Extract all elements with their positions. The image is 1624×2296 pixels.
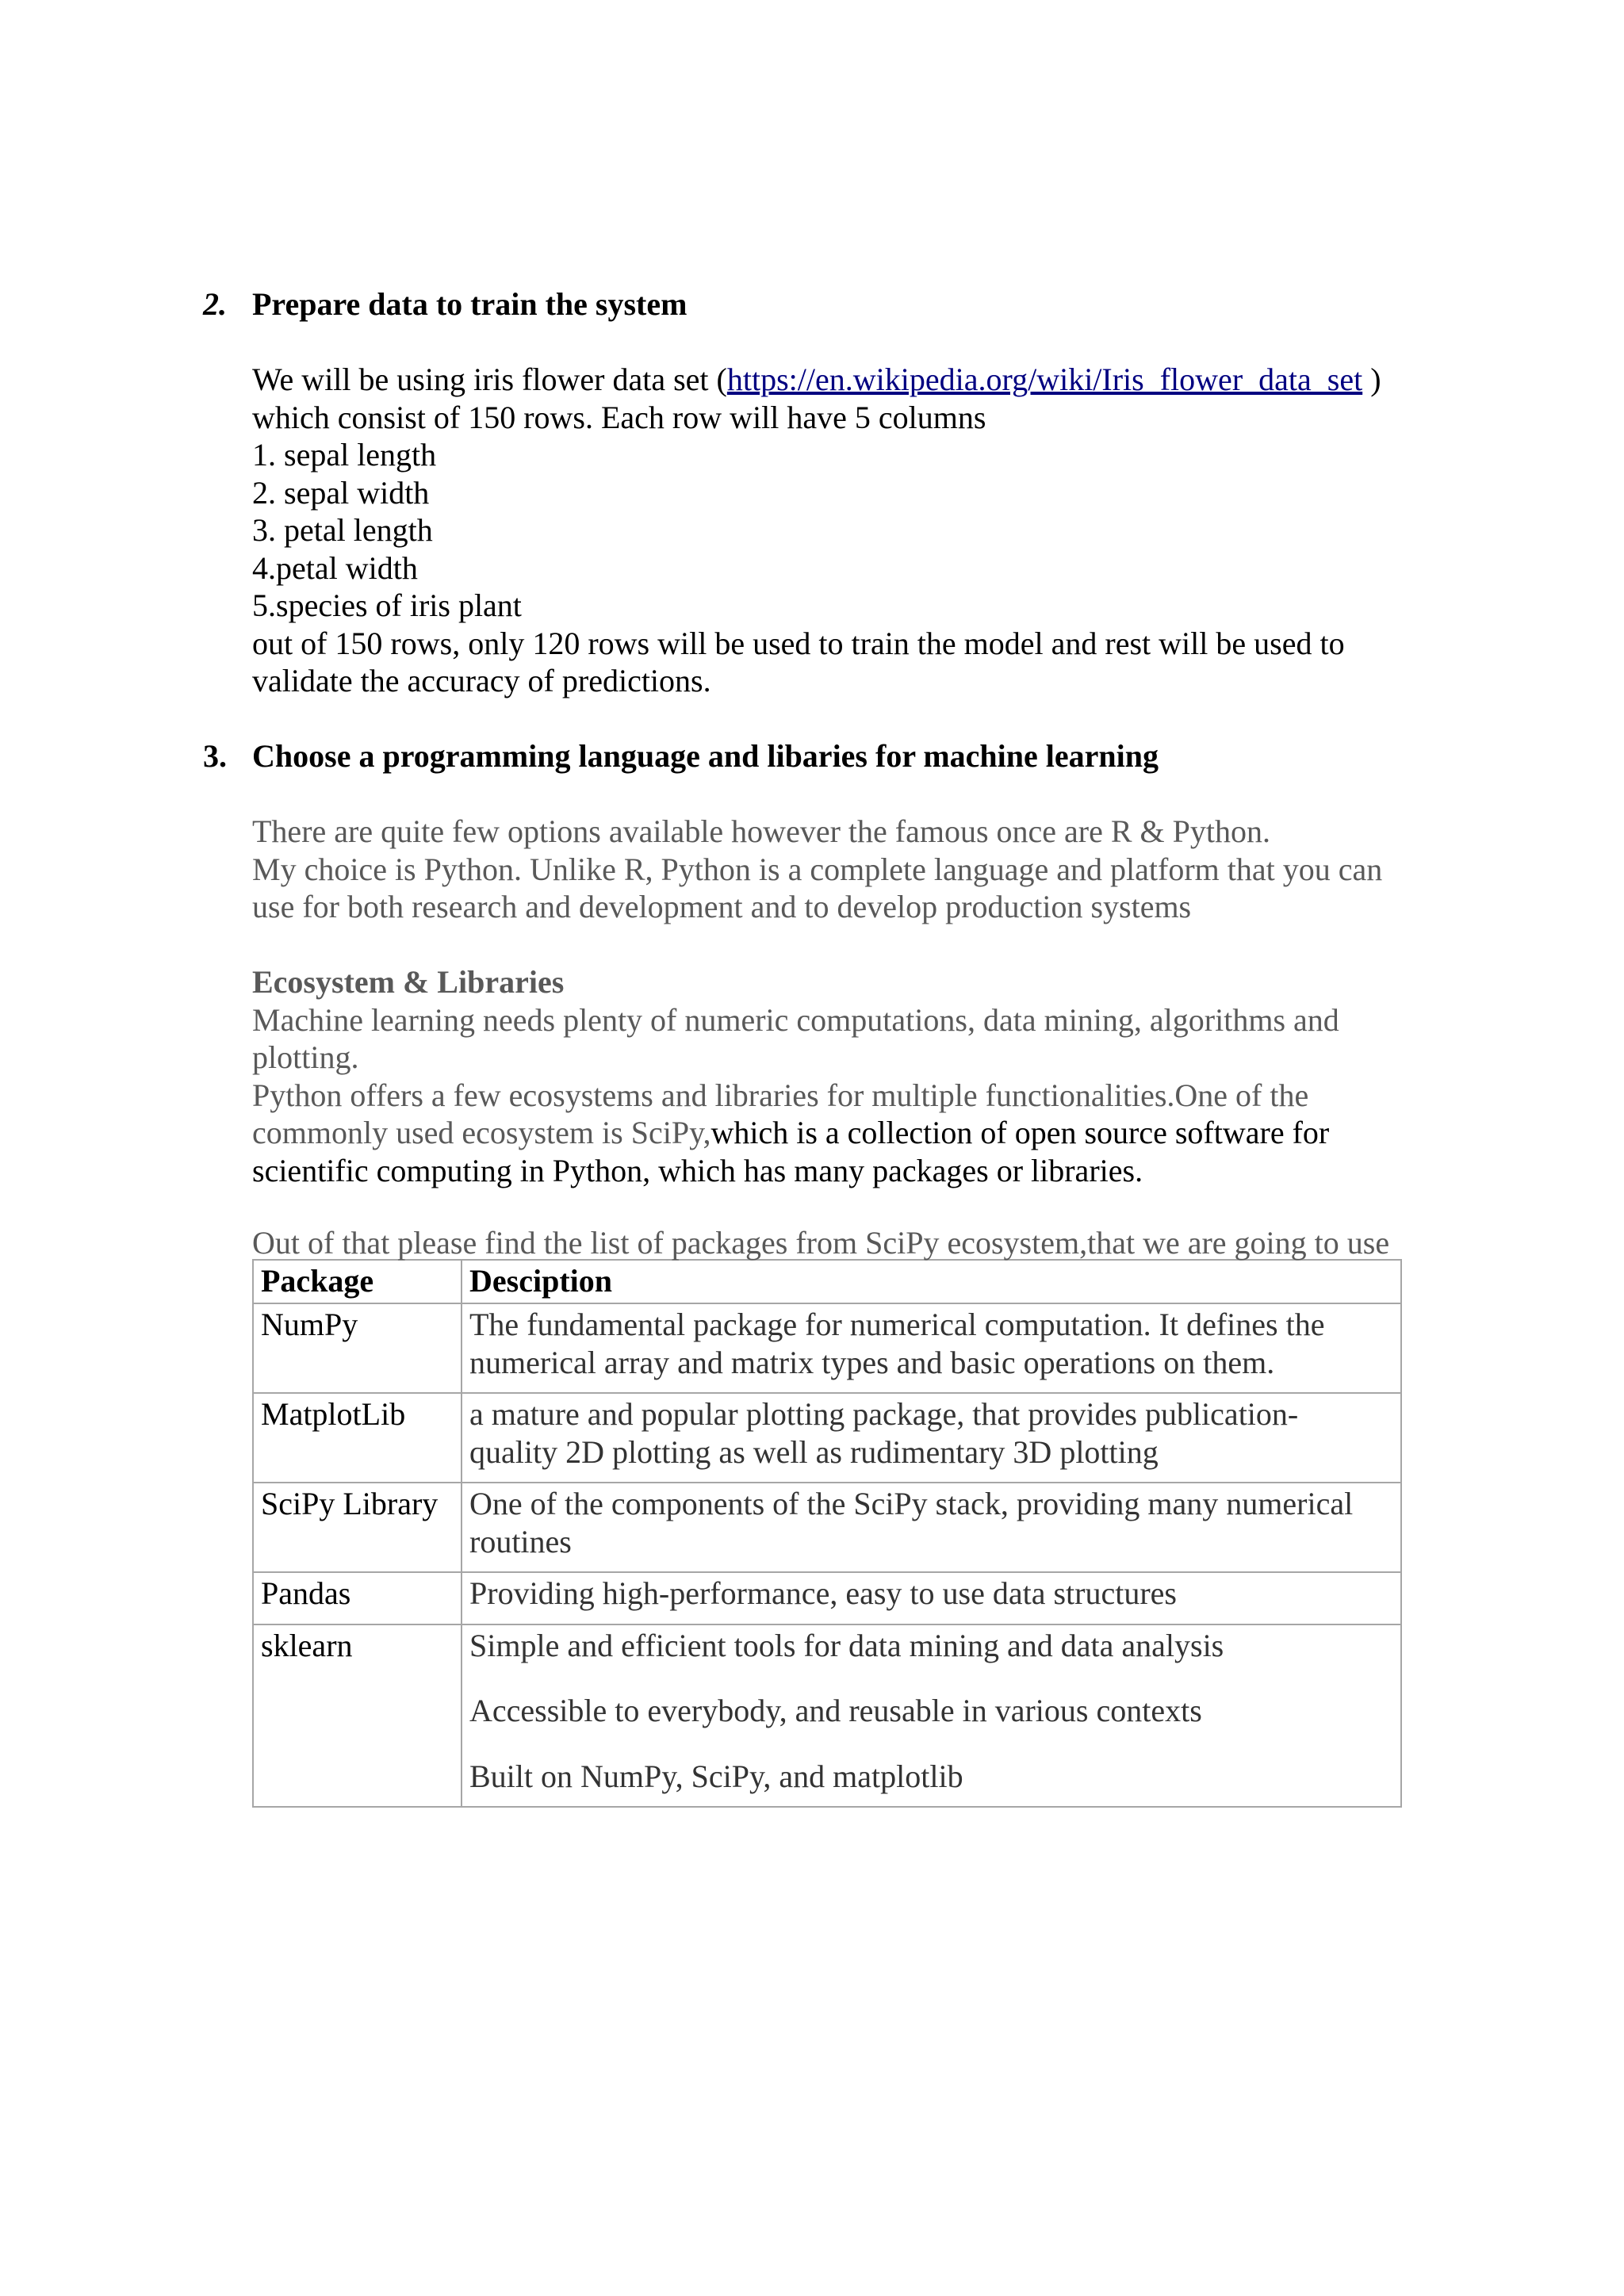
ecosystem-section [252, 963, 1426, 1189]
package-name: sklearn [253, 1624, 462, 1808]
rows-description: which consist of 150 rows. Each row will have 5 columns [252, 399, 986, 435]
description-line: a mature and popular plotting package, that provides publication- [469, 1396, 1299, 1432]
language-choice-paragraph [252, 813, 1426, 926]
package-name: NumPy [253, 1303, 462, 1393]
split-description-2: validate the accuracy of predictions. [252, 663, 711, 698]
column-item-1: 1. sepal length [252, 437, 437, 473]
table-header-row [253, 1260, 1401, 1304]
description-line: Providing high-performance, easy to use data structures [469, 1575, 1177, 1611]
page-content [203, 285, 1426, 1808]
column-item-4: 4.petal width [252, 549, 418, 586]
options-line: There are quite few options available however the famous once are R & Python. [252, 813, 1271, 849]
table-row [253, 1393, 1401, 1483]
ecosystem-line-4-gray: commonly used ecosystem is SciPy, [252, 1115, 711, 1150]
intro-suffix: ) [1362, 362, 1381, 397]
table-row [253, 1483, 1401, 1572]
split-description-1: out of 150 rows, only 120 rows will be used to train the model and rest will be used to [252, 625, 1345, 661]
section-2-title: Prepare data to train the system [252, 286, 688, 322]
package-description [462, 1483, 1401, 1572]
package-description [462, 1303, 1401, 1393]
table-row [253, 1624, 1401, 1808]
package-description [462, 1572, 1401, 1624]
table-intro: Out of that please find the list of packages from SciPy ecosystem,that we are going to use [252, 1224, 1390, 1261]
description-paragraph: Simple and efficient tools for data mining and data analysis [469, 1627, 1224, 1663]
description-paragraph: Accessible to everybody, and reusable in various contexts [469, 1693, 1202, 1728]
package-name: Pandas [253, 1572, 462, 1624]
table-row [253, 1572, 1401, 1624]
ecosystem-line-4 [252, 1114, 1426, 1152]
intro-prefix: We will be using iris flower data set ( [252, 362, 727, 397]
ecosystem-line-2: plotting. [252, 1039, 359, 1075]
header-description: Desciption [462, 1260, 1401, 1304]
description-line: quality 2D plotting as well as rudimentary 3D plotting [469, 1433, 1159, 1470]
description-line: One of the components of the SciPy stack, providing many numerical [469, 1486, 1354, 1521]
section-3-heading [203, 737, 1426, 775]
section-3-title: Choose a programming language and libaries for machine learning [252, 738, 1159, 774]
column-item-2: 2. sepal width [252, 474, 430, 511]
ecosystem-line-4-black: which is a collection of open source software for [710, 1115, 1330, 1150]
description-line: The fundamental package for numerical computation. It defines the [469, 1307, 1325, 1342]
column-item-5: 5.species of iris plant [252, 587, 522, 623]
section-2-body [252, 361, 1426, 700]
column-item-3: 3. petal length [252, 512, 433, 548]
package-name: MatplotLib [253, 1393, 462, 1483]
dataset-intro-line [252, 361, 1426, 399]
package-name: SciPy Library [253, 1483, 462, 1572]
header-package: Package [253, 1260, 462, 1304]
section-2-heading [203, 285, 1426, 323]
ecosystem-line-1: Machine learning needs plenty of numeric computations, data mining, algorithms and [252, 1001, 1339, 1038]
ecosystem-heading: Ecosystem & Libraries [252, 964, 565, 1000]
iris-dataset-link[interactable]: https://en.wikipedia.org/wiki/Iris_flower_data_set [726, 362, 1363, 397]
table-row [253, 1303, 1401, 1393]
section-3-number: 3. [203, 738, 227, 774]
description-line: routines [469, 1523, 572, 1559]
description-paragraph: Built on NumPy, SciPy, and matplotlib [469, 1758, 963, 1794]
package-description [462, 1393, 1401, 1483]
package-description [462, 1624, 1401, 1808]
description-line: numerical array and matrix types and basic operations on them. [469, 1344, 1275, 1380]
section-2-number: 2. [203, 286, 227, 322]
usage-line: use for both research and development and to develop production systems [252, 889, 1192, 924]
choice-line: My choice is Python. Unlike R, Python is a complete language and platform that you can [252, 851, 1383, 887]
packages-table [252, 1259, 1402, 1808]
ecosystem-line-3: Python offers a few ecosystems and libraries for multiple functionalities.One of the [252, 1077, 1309, 1113]
ecosystem-line-5: scientific computing in Python, which has many packages or libraries. [252, 1152, 1143, 1188]
